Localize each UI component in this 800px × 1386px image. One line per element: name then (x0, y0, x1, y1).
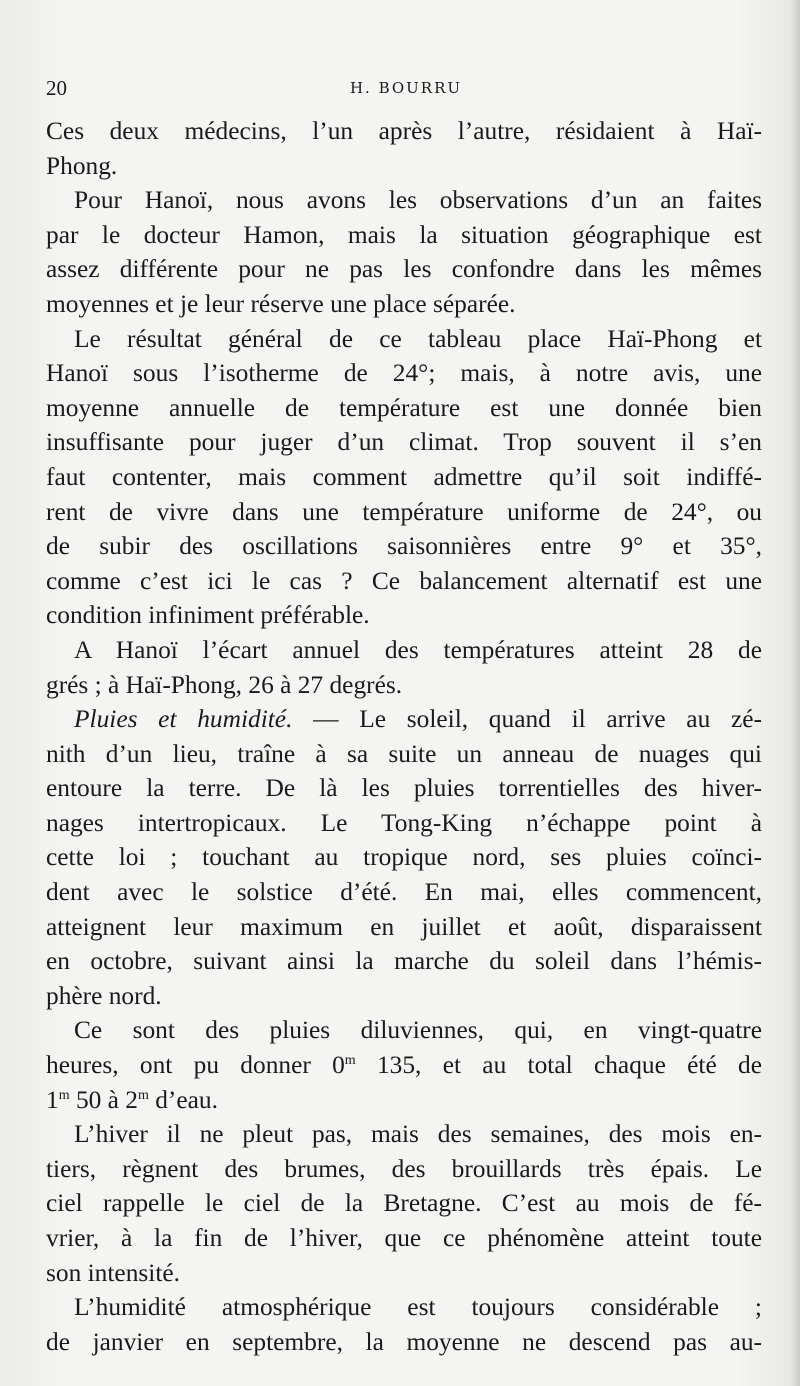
unit-superscript: m (344, 1053, 356, 1069)
text-line: entoure la terre. De là les pluies torrentielles des hiver- (46, 774, 762, 803)
text-line: L’humidité atmosphérique est toujours considérable ; (74, 1293, 762, 1322)
text-line: A Hanoï l’écart annuel des températures atteint 28 de (74, 635, 762, 664)
text-run: — Le soleil, quand il arrive au zé- (292, 705, 762, 734)
page-header (46, 76, 766, 106)
text-line: son intensité. (46, 1258, 180, 1287)
text-line: en octobre, suivant ainsi la marche du soleil dans l’hémis- (46, 947, 762, 976)
text-line: par le docteur Hamon, mais la situation géographique est (46, 220, 762, 249)
text-line: assez différente pour ne pas les confondre dans les mêmes (46, 255, 762, 284)
unit-superscript: m (138, 1087, 149, 1103)
text-line: L’hiver il ne pleut pas, mais des semaines, des mois en- (74, 1120, 762, 1149)
page-edge-shadow (790, 0, 800, 1386)
text-line: Pour Hanoï, nous avons les observations d’un an faites (74, 186, 762, 215)
text-line: phère nord. (46, 981, 162, 1010)
unit-superscript: m (58, 1087, 70, 1103)
text-line: Hanoï sous l’isotherme de 24°; mais, à notre avis, une (46, 359, 762, 388)
text-run: 135, et au total chaque été de (355, 1051, 762, 1080)
text-line: nages intertropicaux. Le Tong-King n’échappe point à (46, 808, 762, 837)
text-line: ciel rappelle le ciel de la Bretagne. C’est au mois de fé- (46, 1189, 762, 1218)
text-line: faut contenter, mais comment admettre qu’il soit indiffé- (46, 462, 762, 491)
section-heading: Pluies et humidité. (74, 705, 293, 734)
text-line: de subir des oscillations saisonnières entre 9° et 35°, (46, 532, 762, 561)
text-line: Le résultat général de ce tableau place Haï-Phong et (74, 324, 762, 353)
text-run: heures, ont pu donner 0 (46, 1051, 345, 1080)
text-line: Ce sont des pluies diluviennes, qui, en vingt-quatre (74, 1016, 762, 1045)
text-line: tiers, règnent des brumes, des brouillards très épais. Le (46, 1154, 762, 1183)
text-line: Ces deux médecins, l’un après l’autre, résidaient à Haï- (46, 117, 762, 145)
text-line: moyennes et je leur réserve une place séparée. (46, 289, 516, 318)
text-line: dent avec le solstice d’été. En mai, elles commencent, (46, 878, 762, 907)
text-line: nith d’un lieu, traîne à sa suite un anneau de nuages qui (46, 739, 762, 768)
text-line: de janvier en septembre, la moyenne ne descend pas au- (46, 1327, 762, 1356)
text-line: vrier, à la fin de l’hiver, que ce phénomène atteint toute (46, 1224, 762, 1252)
text-line (46, 1048, 762, 1083)
text-line: grés ; à Haï-Phong, 26 à 27 degrés. (46, 670, 403, 699)
text-line: condition infiniment préférable. (46, 601, 370, 630)
text-run: 50 à 2 (69, 1085, 138, 1114)
text-line: comme c’est ici le cas ? Ce balancement alternatif est une (46, 566, 762, 595)
text-line: Phong. (46, 151, 118, 180)
text-line (46, 1083, 762, 1118)
body-text (46, 114, 762, 1359)
running-head: H. BOURRU (349, 79, 463, 97)
text-line: moyenne annuelle de température est une donnée bien (46, 393, 762, 422)
text-line (46, 702, 762, 737)
text-line: atteignent leur maximum en juillet et août, disparaissent (46, 912, 762, 941)
text-run: d’eau. (148, 1085, 218, 1114)
text-line: rent de vivre dans une température uniforme de 24°, ou (46, 497, 762, 526)
text-run: 1 (46, 1085, 59, 1114)
page-number: 20 (46, 76, 67, 100)
text-line: cette loi ; touchant au tropique nord, ses pluies coïnci- (46, 843, 762, 872)
text-line: insuffisante pour juger d’un climat. Trop souvent il s’en (46, 428, 762, 457)
